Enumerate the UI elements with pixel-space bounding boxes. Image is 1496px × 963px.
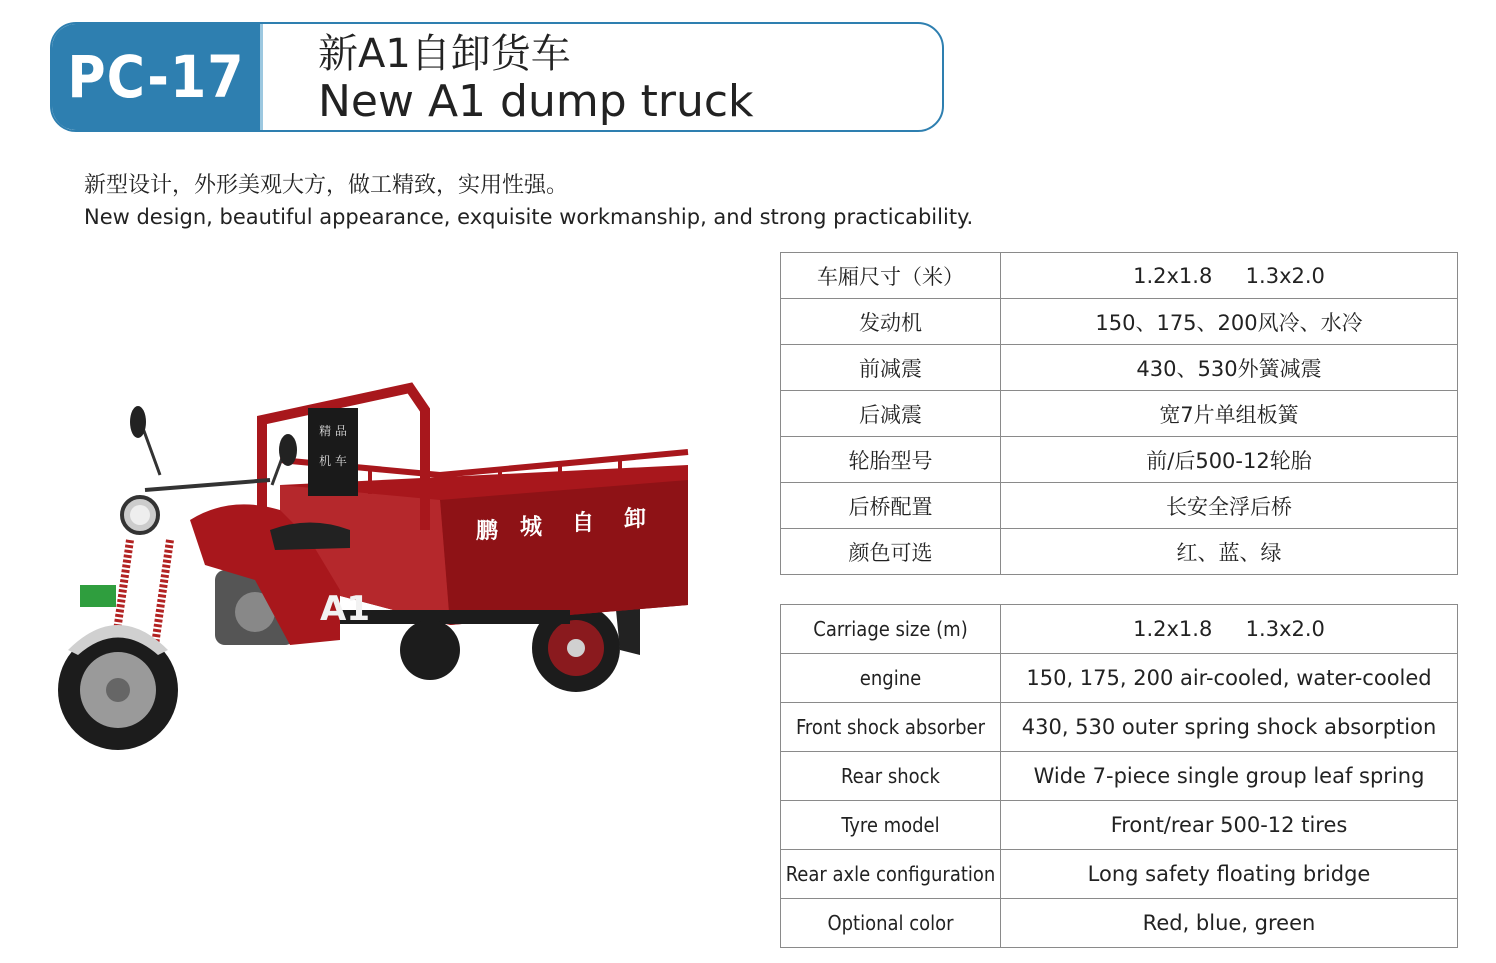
- table-row: [781, 437, 1458, 483]
- description-english: New design, beautiful appearance, exquisite workmanship, and strong practicability.: [84, 205, 974, 229]
- cargo-brand-text: 鹏: [476, 519, 499, 544]
- table-row: [781, 703, 1458, 752]
- spec-value: 长安全浮后桥: [1001, 483, 1458, 529]
- spec-label: 后减震: [781, 391, 1001, 437]
- title-chinese: 新A1自卸货车: [318, 31, 571, 77]
- spec-value: 1.2x1.8 1.3x2.0: [1001, 253, 1458, 299]
- spec-label: 发动机: [781, 299, 1001, 345]
- spec-label: Tyre model: [781, 801, 1001, 850]
- table-row: [781, 253, 1458, 299]
- svg-text:城: 城: [520, 515, 543, 540]
- table-row: [781, 391, 1458, 437]
- spec-label: 颜色可选: [781, 529, 1001, 575]
- table-row: [781, 605, 1458, 654]
- description-chinese: 新型设计，外形美观大方，做工精致，实用性强。: [84, 173, 569, 198]
- model-code: PC-17: [52, 24, 263, 130]
- spec-value: 宽7片单组板簧: [1001, 391, 1458, 437]
- spec-label: Front shock absorber: [781, 703, 1001, 752]
- fender-text: A1: [320, 589, 370, 629]
- spec-value: 1.2x1.8 1.3x2.0: [1001, 605, 1458, 654]
- spec-label: Rear axle configuration: [781, 850, 1001, 899]
- spec-value: 430, 530 outer spring shock absorption: [1001, 703, 1458, 752]
- svg-text:卸: 卸: [624, 507, 647, 532]
- spec-value: 150, 175, 200 air-cooled, water-cooled: [1001, 654, 1458, 703]
- spec-label: Optional color: [781, 899, 1001, 948]
- tricycle-dump-truck-image: [40, 380, 700, 760]
- spec-table-english: [780, 604, 1458, 948]
- spec-label: Carriage size (m): [781, 605, 1001, 654]
- spec-label: 轮胎型号: [781, 437, 1001, 483]
- svg-text:自: 自: [572, 511, 595, 536]
- table-row: [781, 850, 1458, 899]
- spec-value: 430、530外簧减震: [1001, 345, 1458, 391]
- spec-label: 前减震: [781, 345, 1001, 391]
- table-row: [781, 345, 1458, 391]
- spec-value: Front/rear 500-12 tires: [1001, 801, 1458, 850]
- spec-value: 红、蓝、绿: [1001, 529, 1458, 575]
- spec-label: Rear shock: [781, 752, 1001, 801]
- table-row: [781, 899, 1458, 948]
- spec-label: 后桥配置: [781, 483, 1001, 529]
- svg-text:机 车: 机 车: [319, 454, 347, 468]
- table-row: [781, 483, 1458, 529]
- table-row: [781, 654, 1458, 703]
- product-header: [50, 22, 944, 132]
- spec-label: 车厢尺寸（米）: [781, 253, 1001, 299]
- spec-table-chinese: [780, 252, 1458, 575]
- sign-text: 精 品: [319, 424, 347, 438]
- spec-value: Red, blue, green: [1001, 899, 1458, 948]
- table-row: [781, 801, 1458, 850]
- spec-value: 150、175、200风冷、水冷: [1001, 299, 1458, 345]
- table-row: [781, 299, 1458, 345]
- table-row: [781, 529, 1458, 575]
- title-english: New A1 dump truck: [318, 76, 754, 127]
- spec-value: Wide 7-piece single group leaf spring: [1001, 752, 1458, 801]
- spec-value: 前/后500-12轮胎: [1001, 437, 1458, 483]
- table-row: [781, 752, 1458, 801]
- spec-label: engine: [781, 654, 1001, 703]
- spec-value: Long safety floating bridge: [1001, 850, 1458, 899]
